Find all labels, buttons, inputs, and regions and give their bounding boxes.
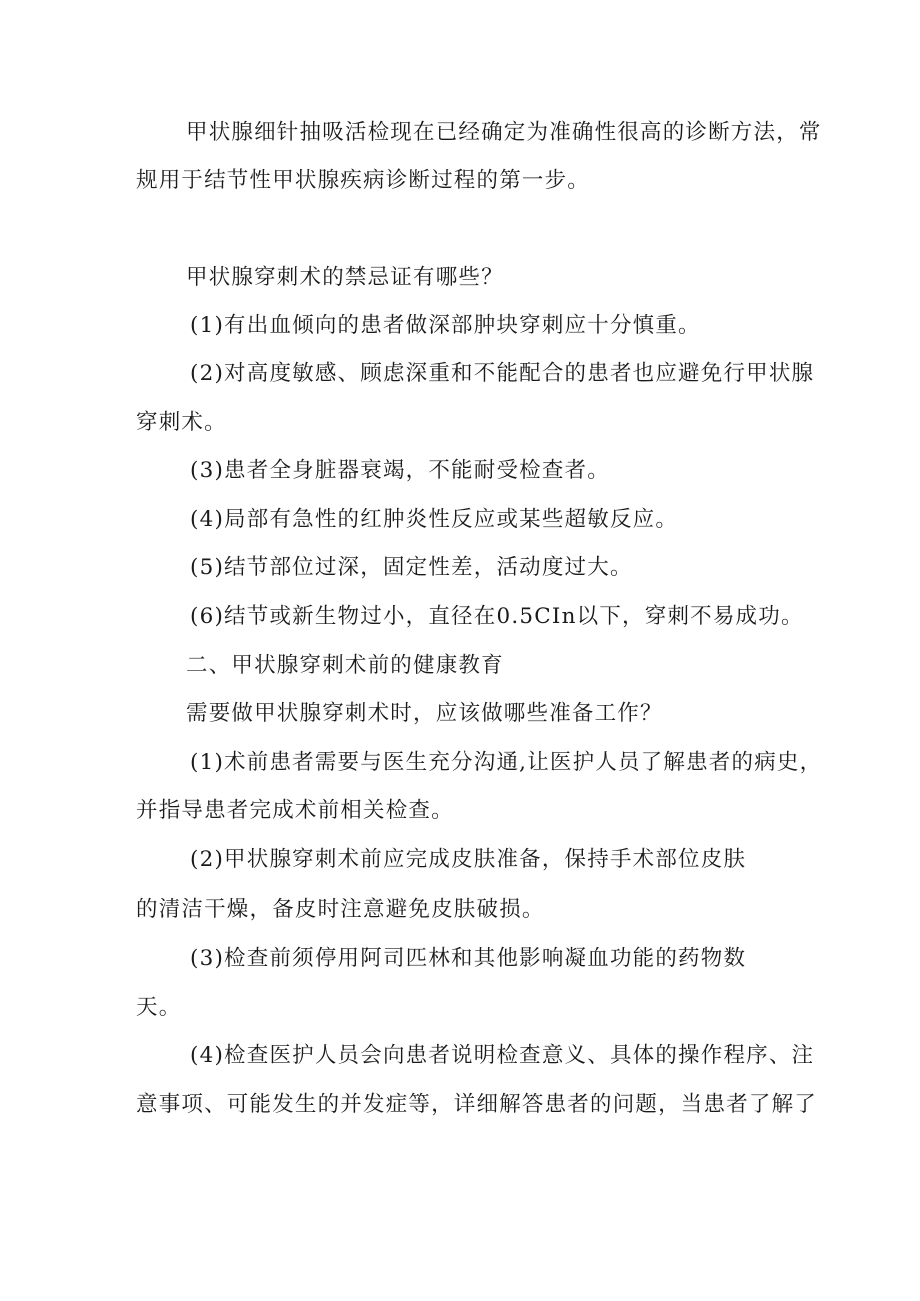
paragraph-line: 甲状腺细针抽吸活检现在已经确定为准确性很高的诊断方法，常	[186, 120, 822, 145]
list-item-continuation: 穿刺术。	[136, 410, 227, 435]
list-item: (3)患者全身脏器衰竭，不能耐受检查者。	[190, 458, 610, 483]
list-item-continuation: 并指导患者完成术前相关检查。	[136, 798, 454, 823]
list-item: (2)对高度敏感、顾虑深重和不能配合的患者也应避免行甲状腺	[190, 361, 815, 386]
section-question: 需要做甲状腺穿刺术时，应该做哪些准备工作？	[186, 701, 663, 726]
list-item: (3)检查前须停用阿司匹林和其他影响凝血功能的药物数	[190, 946, 747, 971]
section-heading: 二、甲状腺穿刺术前的健康教育	[186, 653, 504, 678]
list-item: (1)术前患者需要与医生充分沟通,让医护人员了解患者的病史，	[190, 750, 823, 775]
list-item-continuation: 意事项、可能发生的并发症等，详细解答患者的问题，当患者了解了	[136, 1092, 818, 1117]
list-item: (6)结节或新生物过小，直径在0.5CIn以下，穿刺不易成功。	[190, 604, 804, 629]
list-item: (5)结节部位过深，固定性差，活动度过大。	[190, 555, 633, 580]
section-question: 甲状腺穿刺术的禁忌证有哪些？	[186, 265, 504, 290]
paragraph-line: 规用于结节性甲状腺疾病诊断过程的第一步。	[136, 168, 591, 193]
list-item: (1)有出血倾向的患者做深部肿块穿刺应十分慎重。	[190, 313, 701, 338]
list-item: (4)局部有急性的红肿炎性反应或某些超敏反应。	[190, 507, 679, 532]
list-item: (2)甲状腺穿刺术前应完成皮肤准备，保持手术部位皮肤	[190, 847, 747, 872]
list-item: (4)检查医护人员会向患者说明检查意义、具体的操作程序、注	[190, 1043, 815, 1068]
list-item-continuation: 天。	[136, 995, 182, 1020]
list-item-continuation: 的清洁干燥，备皮时注意避免皮肤破损。	[136, 897, 545, 922]
